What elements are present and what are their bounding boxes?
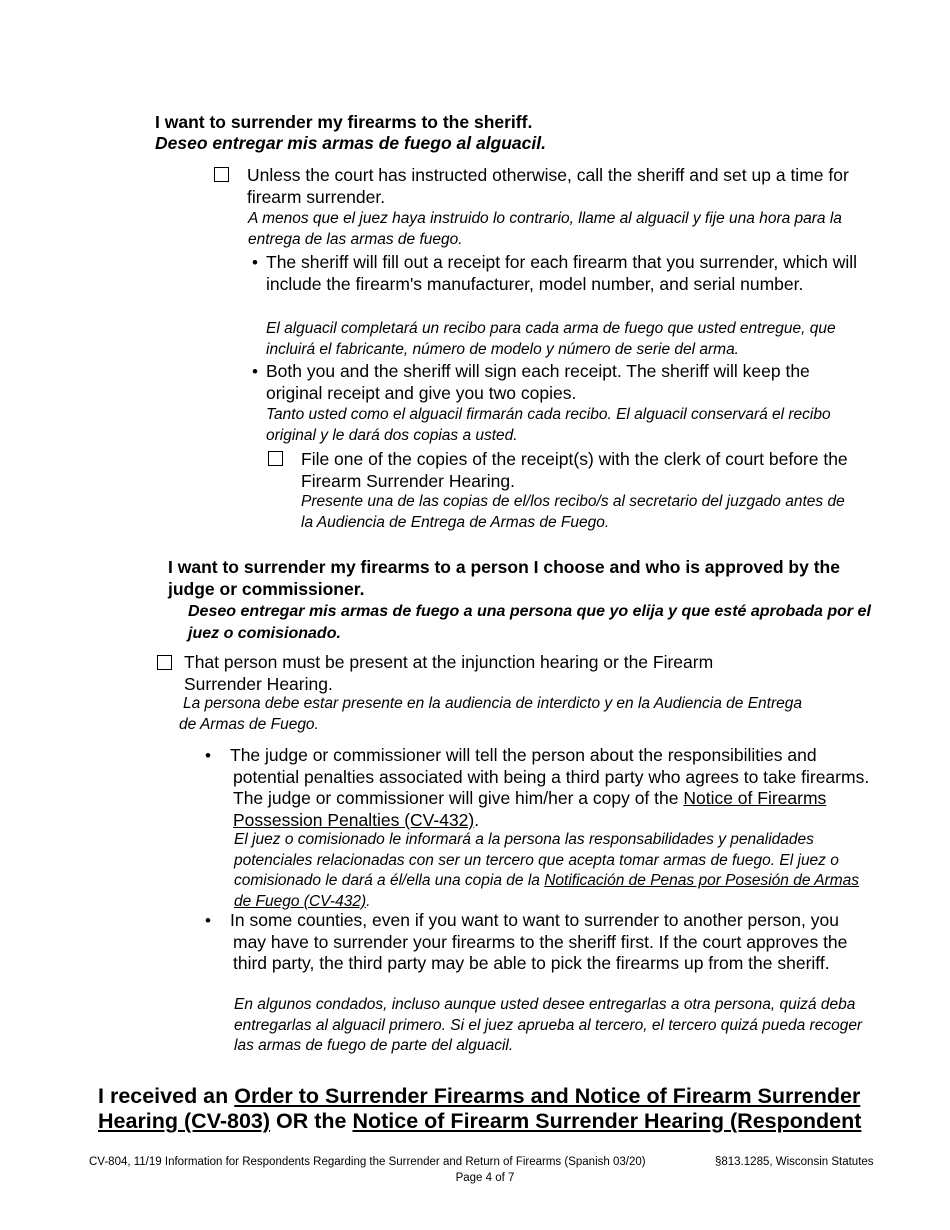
- receipt-bullet-es: El alguacil completará un recibo para cada arma de fuego que usted entregue, que incluirá el fabricante, número de modelo y número de serie del arma.: [266, 320, 836, 358]
- order-received-heading: I received an Order to Surrender Firearms and Notice of Firearm Surrender Hearing (CV-803) OR the Notice of Firearm Surrender Hearing (Respondent: [98, 1084, 862, 1133]
- sign-receipt-bullet-es: Tanto usted como el alguacil firmarán cada recibo. El alguacil conservará el recibo original y le dará dos copias a usted.: [266, 406, 831, 444]
- notice-penalties-link[interactable]: Notice of Firearms Possession Penalties (CV-432): [233, 788, 827, 830]
- footer-statute: §813.1285, Wisconsin Statutes: [715, 1156, 874, 1168]
- bullet-icon: •: [252, 362, 258, 381]
- person-present-en: That person must be present at the injunction hearing or the Firearm Surrender Hearing.: [184, 652, 714, 694]
- penalties-bullet-en: The judge or commissioner will tell the person about the responsibilities and potential penalties associated with being a third party who agrees to take firearms. The judge or commissioner will give him/her a copy of the Notice of Firearms Possession Penalties (CV-432).: [230, 745, 870, 830]
- person-present-checkbox[interactable]: [157, 655, 172, 670]
- call-sheriff-text-es: A menos que el juez haya instruido lo contrario, llame al alguacil y fije una hora para la entrega de las armas de fuego.: [248, 210, 842, 248]
- sign-receipt-bullet-en: Both you and the sheriff will sign each receipt. The sheriff will keep the original receipt and give you two copies.: [266, 361, 810, 403]
- file-copy-text-es: Presente una de las copias de el/los recibo/s al secretario del juzgado antes de la Audiencia de Entrega de Armas de Fuego.: [301, 493, 845, 531]
- bullet-icon: •: [252, 253, 258, 272]
- counties-bullet-en: In some counties, even if you want to want to surrender to another person, you may have to surrender your firearms to the sheriff first. If the court approves the third party, the third party may be able to pick the firearms up from the sheriff.: [230, 910, 848, 973]
- bullet-icon: •: [205, 911, 211, 930]
- footer-page-number: Page 4 of 7: [455, 1172, 515, 1184]
- order-surrender-link[interactable]: Order to Surrender Firearms and Notice of Firearm Surrender Hearing (CV-803): [98, 1084, 861, 1133]
- person-heading-en: I want to surrender my firearms to a person I choose and who is approved by the judge or commissioner.: [168, 557, 840, 599]
- penalties-bullet-es: El juez o comisionado le informará a la persona las responsabilidades y penalidades potenciales relacionadas con ser un tercero que acepta tomar armas de fuego. El juez o comisionado le dará a él/ella una copia de la Notificación de Penas por Posesión de Armas de Fuego (CV-432).: [234, 831, 859, 910]
- file-copy-text-en: File one of the copies of the receipt(s) with the clerk of court before the Firearm Surrender Hearing.: [301, 449, 848, 491]
- footer-form-info: CV-804, 11/19 Information for Respondents Regarding the Surrender and Return of Firearms (Spanish 03/20): [89, 1156, 646, 1168]
- sheriff-heading-en: I want to surrender my firearms to the sheriff.: [155, 112, 533, 132]
- notificacion-penas-link[interactable]: Notificación de Penas por Posesión de Armas de Fuego (CV-432): [234, 872, 859, 910]
- call-sheriff-text-en: Unless the court has instructed otherwise, call the sheriff and set up a time for firearm surrender.: [247, 165, 849, 207]
- person-heading-es: Deseo entregar mis armas de fuego a una persona que yo elija y que esté aprobada por el juez o comisionado.: [188, 603, 871, 642]
- receipt-bullet-en: The sheriff will fill out a receipt for each firearm that you surrender, which will include the firearm's manufacturer, model number, and serial number.: [266, 252, 858, 294]
- counties-bullet-es: En algunos condados, incluso aunque usted desee entregarlas a otra persona, quizá deba entregarlas al alguacil primero. Si el juez aprueba al tercero, el tercero quizá pueda recoger las armas de fuego de parte del alguacil.: [234, 996, 863, 1054]
- notice-hearing-link[interactable]: Notice of Firearm Surrender Hearing (Respondent: [352, 1109, 862, 1133]
- call-sheriff-checkbox[interactable]: [214, 167, 229, 182]
- file-copy-checkbox[interactable]: [268, 451, 283, 466]
- sheriff-heading-es: Deseo entregar mis armas de fuego al alguacil.: [155, 133, 546, 153]
- bullet-icon: •: [205, 746, 211, 765]
- person-present-es: La persona debe estar presente en la audiencia de interdicto y en la Audiencia de Entrega de Armas de Fuego.: [179, 695, 802, 733]
